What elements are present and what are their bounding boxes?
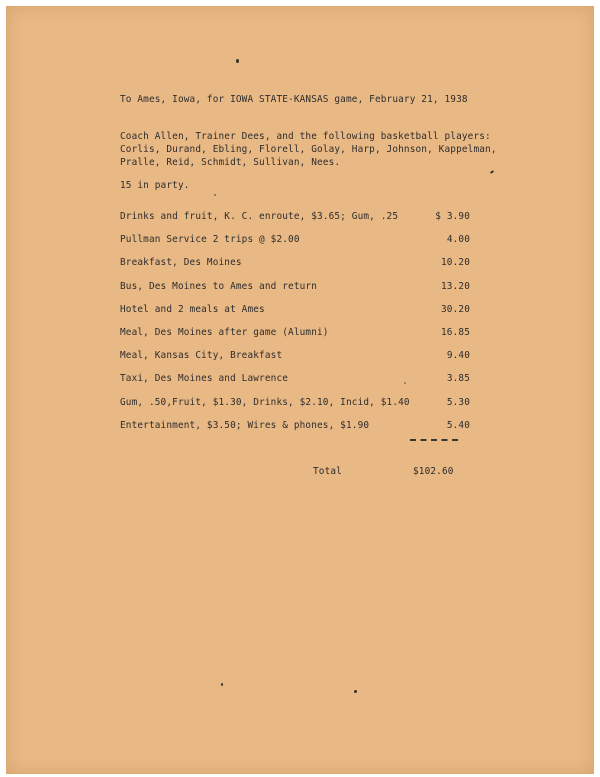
- expense-description: Meal, Kansas City, Breakfast: [120, 350, 283, 362]
- party-line: Coach Allen, Trainer Dees, and the following basketball players:: [120, 131, 491, 142]
- expense-row: [120, 397, 470, 420]
- document-page: [6, 6, 594, 774]
- expense-description: Entertainment, $3.50; Wires & phones, $1.90: [120, 419, 370, 431]
- expense-description: Hotel and 2 meals at Ames: [120, 303, 265, 315]
- expense-list: [120, 211, 470, 443]
- party-line: Corlis, Durand, Ebling, Florell, Golay, Harp, Johnson, Kappelman,: [120, 144, 497, 155]
- paper-speck: [236, 59, 239, 63]
- expense-amount: 10.20: [441, 257, 470, 269]
- document-heading: To Ames, Iowa, for IOWA STATE-KANSAS game, February 21, 1938: [120, 94, 468, 105]
- expense-amount: $ 3.90: [435, 211, 470, 222]
- expense-amount: 5.30: [446, 396, 470, 408]
- expense-amount: 13.20: [441, 280, 470, 292]
- expense-amount: 5.40: [446, 419, 470, 431]
- expense-description: Gum, .50,Fruit, $1.30, Drinks, $2.10, Incid, $1.40: [120, 396, 410, 408]
- expense-description: Drinks and fruit, K. C. enroute, $3.65; Gum, .25: [120, 211, 399, 222]
- expense-description: Meal, Des Moines after game (Alumni): [120, 326, 329, 338]
- expense-amount: 16.85: [441, 326, 470, 338]
- expense-row: [120, 373, 470, 396]
- party-line: Pralle, Reid, Schmidt, Sullivan, Nees.: [120, 157, 341, 168]
- expense-description: Pullman Service 2 trips @ $2.00: [120, 234, 300, 246]
- expense-row: [120, 211, 470, 234]
- expense-amount: 3.85: [446, 373, 470, 385]
- sum-rule: [410, 439, 458, 441]
- expense-amount: 30.20: [441, 303, 470, 315]
- expense-row: [120, 304, 470, 327]
- party-count: 15 in party.: [120, 180, 190, 191]
- expense-row: [120, 327, 470, 350]
- total-amount: $102.60: [413, 466, 454, 477]
- total-label: Total: [313, 466, 342, 477]
- expense-row: [120, 281, 470, 304]
- expense-description: Breakfast, Des Moines: [120, 257, 242, 269]
- paper-speck: [490, 170, 494, 174]
- expense-row: [120, 257, 470, 280]
- paper-speck: [221, 683, 223, 686]
- expense-amount: 9.40: [446, 350, 470, 362]
- paper-speck: [404, 382, 406, 384]
- expense-amount: 4.00: [446, 234, 470, 246]
- expense-description: Bus, Des Moines to Ames and return: [120, 280, 318, 292]
- paper-speck: [214, 194, 216, 196]
- expense-row: [120, 350, 470, 373]
- expense-row: [120, 234, 470, 257]
- paper-speck: [354, 690, 357, 693]
- expense-description: Taxi, Des Moines and Lawrence: [120, 373, 289, 385]
